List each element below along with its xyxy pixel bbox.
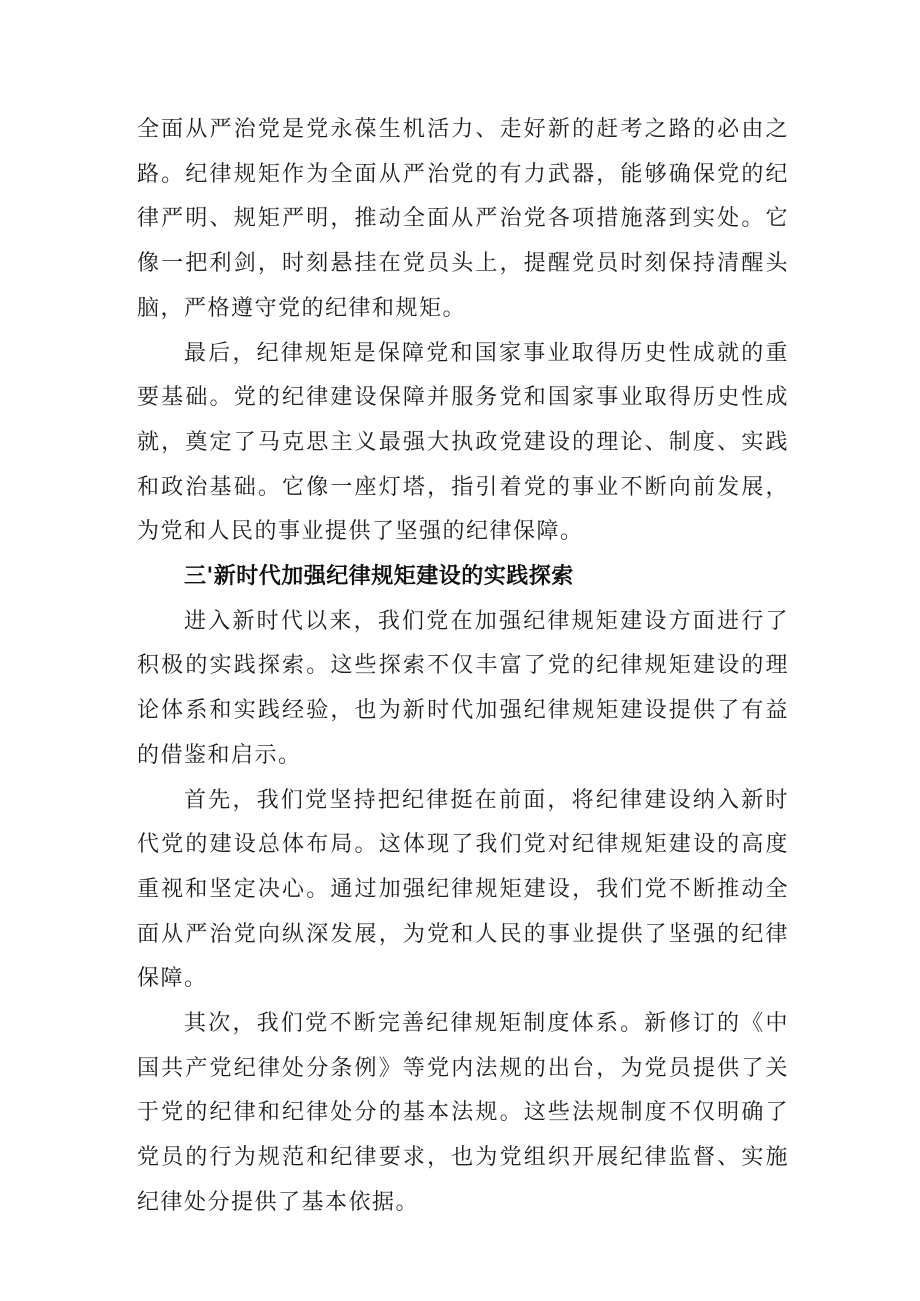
section-heading-3: 三'新时代加强纪律规矩建设的实践探索 (184, 564, 574, 590)
paragraph-second: 其次，我们党不断完善纪律规矩制度体系。新修订的《中国共产党纪律处分条例》等党内法规的出台，为党员提供了关于党的纪律和纪律处分的基本法规。这些法规制度不仅明确了党员的行为规范和纪律要求，也为党组织开展纪律监督、实施纪律处分提供了基本依据。 (137, 1011, 789, 1215)
document-body (137, 108, 789, 1226)
paragraph-strict-governance: 全面从严治党是党永葆生机活力、走好新的赶考之路的必由之路。纪律规矩作为全面从严治党的有力武器，能够确保党的纪律严明、规矩严明，推动全面从严治党各项措施落到实处。它像一把利剑，时刻悬挂在党员头上，提醒党员时刻保持清醒头脑，严格遵守党的纪律和规矩。 (137, 117, 789, 321)
paragraph-new-era: 进入新时代以来，我们党在加强纪律规矩建设方面进行了积极的实践探索。这些探索不仅丰富了党的纪律规矩建设的理论体系和实践经验，也为新时代加强纪律规矩建设提供了有益的借鉴和启示。 (137, 608, 789, 768)
paragraph-first: 首先，我们党坚持把纪律挺在前面，将纪律建设纳入新时代党的建设总体布局。这体现了我们党对纪律规矩建设的高度重视和坚定决心。通过加强纪律规矩建设，我们党不断推动全面从严治党向纵深发展，为党和人民的事业提供了坚强的纪律保障。 (137, 787, 789, 992)
paragraph-finally: 最后，纪律规矩是保障党和国家事业取得历史性成就的重要基础。党的纪律建设保障并服务党和国家事业取得历史性成就，奠定了马克思主义最强大执政党建设的理论、制度、实践和政治基础。它像一座灯塔，指引着党的事业不断向前发展，为党和人民的事业提供了坚强的纪律保障。 (137, 340, 789, 545)
